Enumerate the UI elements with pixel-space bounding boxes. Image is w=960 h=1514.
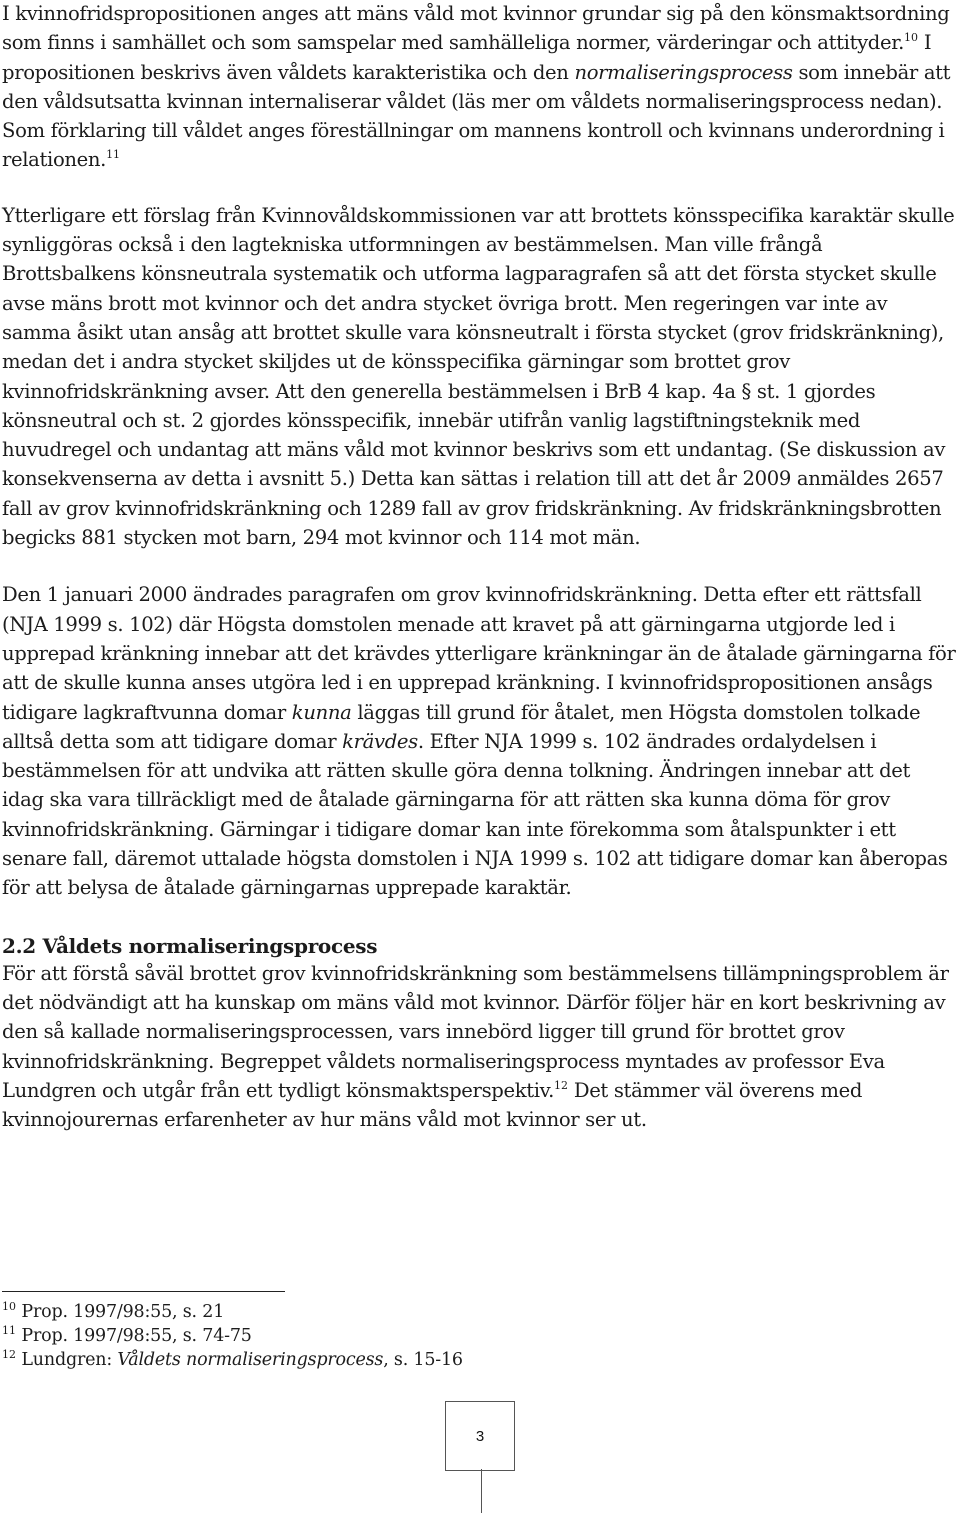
p4-text-b: Det stämmer väl överens med kvinnojourernas erfarenheter av hur mäns våld mot kvinnor ser ut. (2, 1078, 863, 1132)
paragraph-3 (2, 580, 957, 902)
footnote-12 (2, 1348, 463, 1372)
footnote-text-pre: Lundgren: (21, 1350, 118, 1370)
p3-text-b: läggas till grund för åtalet, men Högsta domstolen tolkade alltså detta som att tidigare domar (2, 700, 921, 753)
footnote-number: 11 (2, 1324, 16, 1337)
p4-text-a: För att förstå såväl brottet grov kvinnofridskränkning som bestämmelsens tillämpningsproblem är det nödvändigt att ha kunskap om mäns våld mot kvinnor. Därför följer här en kort beskrivning av den så kallade normaliseringsprocessen, vars innebörd ligger till grund för brottet grov kvinnofridskränkning. Begreppet våldets normaliseringsprocess myntades av professor Eva Lundgren och utgår från ett tydligt könsmaktsperspektiv. (2, 961, 949, 1102)
footnote-ref-11[interactable]: 11 (106, 148, 121, 162)
p1-italic-term: normaliseringsprocess (574, 60, 793, 84)
footnote-text: Prop. 1997/98:55, s. 74-75 (21, 1326, 252, 1346)
page-number-stem (481, 1469, 482, 1513)
p3-italic-kunna: kunna (291, 700, 352, 724)
p3-text-c: . Efter NJA 1999 s. 102 ändrades ordalydelsen i bestämmelsen för att undvika att rätten skulle göra denna tolkning. Ändringen innebar att det idag ska vara tillräckligt med de åtalade gärningarna för att rätten ska kunna döma för grov kvinnofridskränkning. Gärningar i tidigare domar kan inte förekomma som åtalspunkter i ett senare fall, däremot uttalade högsta domstolen i NJA 1999 s. 102 att tidigare domar kan åberopas för att belysa de åtalade gärningarnas upprepade karaktär. (2, 729, 948, 900)
p1-text-c: som innebär att den våldsutsatta kvinnan internaliserar våldet (läs mer om våldets normaliseringsprocess nedan). Som förklaring till våldet anges föreställningar om mannens kontroll och kvinnans underordning i relationen. (2, 60, 951, 172)
p3-text-a: Den 1 januari 2000 ändrades paragrafen om grov kvinnofridskränkning. Detta efter ett rättsfall (NJA 1999 s. 102) där Högsta domstolen menade att kravet på att gärningarna utgjorde led i upprepad kränkning innebar att det krävdes ytterligare kränkningar än de åtalade gärningarna för att de skulle kunna anses utgöra led i en upprepad kränkning. I kvinnofridspropositionen ansågs tidigare lagkraftvunna domar (2, 583, 956, 724)
page-number-box (445, 1401, 515, 1471)
footnote-11 (2, 1324, 463, 1348)
paragraph-2: Ytterligare ett förslag från Kvinnovåldskommissionen var att brottets könsspecifika karaktär skulle synliggöras också i den lagtekniska utformningen av bestämmelsen. Man ville frångå Brottsbalkens könsneutrala systematik och utforma lagparagrafen så att det första stycket skulle avse mäns brott mot kvinnor och det andra stycket övriga brott. Men regeringen var inte av samma åsikt utan ansåg att brottet skulle vara könsneutralt i första stycket (grov fridskränkning), medan det i andra stycket skiljdes ut de könsspecifika gärningar som brottet grov kvinnofridskränkning avser. Att den generella bestämmelsen i BrB 4 kap. 4a § st. 1 gjordes könsneutral och st. 2 gjordes könsspecifik, innebär utifrån vanlig lagstiftningsteknik med huvudregel och undantag att mäns våld mot kvinnor beskrivs som ett undantag. (Se diskussion av konsekvenserna av detta i avsnitt 5.) Detta kan sättas i relation till att det år 2009 anmäldes 2657 fall av grov kvinnofridskränkning och 1289 fall av grov fridskränkning. Av fridskränkningsbrotten begicks 881 stycken mot barn, 294 mot kvinnor och 114 mot män. (2, 203, 955, 550)
footnotes (2, 1300, 463, 1372)
footnote-ref-10[interactable]: 10 (904, 31, 918, 45)
footnote-text: Prop. 1997/98:55, s. 21 (21, 1302, 225, 1322)
paragraph-4 (2, 959, 957, 1135)
footnote-number: 10 (2, 1300, 16, 1313)
footnote-title: Våldets normaliseringsprocess (117, 1350, 384, 1370)
footnote-ref-12[interactable]: 12 (553, 1078, 568, 1092)
document-page (2, 0, 957, 1370)
footnote-divider (2, 1291, 285, 1292)
p1-text-a: I kvinnofridspropositionen anges att mäns våld mot kvinnor grundar sig på den könsmaktsordning som finns i samhället och som samspelar med samhälleliga normer, värderingar och attityder. (2, 2, 950, 55)
footnote-10 (2, 1300, 463, 1324)
footnote-number: 12 (2, 1348, 16, 1361)
page-number: 3 (475, 1427, 485, 1445)
p1-text-b: I propositionen beskrivs även våldets karakteristika och den (2, 31, 932, 84)
footnote-text-post: , s. 15-16 (383, 1350, 463, 1370)
paragraph-1 (2, 0, 957, 175)
p3-italic-kravdes: krävdes (342, 729, 418, 753)
section-heading: 2.2 Våldets normaliseringsprocess (2, 933, 378, 958)
